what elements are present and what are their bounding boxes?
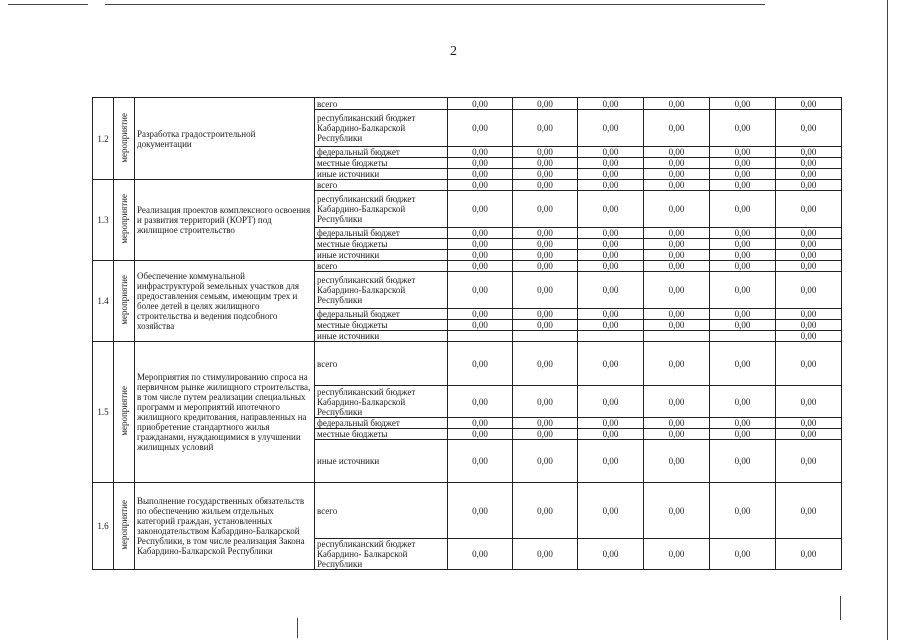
amount-cell: 0,00 [710,483,776,539]
scan-mark-bottom-right [840,596,841,620]
row-kind-label: мероприятие [119,112,129,163]
page-number: 2 [450,44,457,59]
funding-source: местные бюджеты [315,158,448,169]
amount-cell: 0,00 [776,191,842,228]
amount-cell: 0,00 [448,386,513,418]
funding-source: иные источники [315,440,448,483]
row-kind-label: мероприятие [119,386,129,436]
amount-cell: 0,00 [448,169,513,180]
amount-cell: 0,00 [448,342,513,386]
amount-cell: 0,00 [776,147,842,158]
funding-source: федеральный бюджет [315,228,448,239]
amount-cell: 0,00 [448,228,513,239]
amount-cell: 0,00 [513,191,578,228]
amount-cell: 0,00 [513,440,578,483]
amount-cell: 0,00 [710,309,776,320]
amount-cell: 0,00 [513,483,578,539]
amount-cell: 0,00 [448,440,513,483]
amount-cell: 0,00 [710,228,776,239]
amount-cell: 0,00 [448,418,513,429]
row-number: 1.6 [93,483,114,570]
amount-cell: 0,00 [710,169,776,180]
amount-cell: 0,00 [710,261,776,272]
amount-cell: 0,00 [710,418,776,429]
row-number: 1.2 [93,98,114,180]
row-kind-label: мероприятие [119,194,129,244]
row-number: 1.4 [93,261,114,342]
amount-cell: 0,00 [448,309,513,320]
funding-source: федеральный бюджет [315,147,448,158]
amount-cell: 0,00 [448,239,513,250]
funding-source: республиканский бюджет Кабардино-Балкарской Республики [315,386,448,418]
amount-cell: 0,00 [448,272,513,309]
amount-cell: 0,00 [448,320,513,331]
funding-source: республиканский бюджет Кабардино-Балкарской Республики [315,191,448,228]
scan-mark-top-left [8,4,88,5]
amount-cell: 0,00 [710,386,776,418]
amount-cell: 0,00 [776,169,842,180]
amount-cell: 0,00 [513,320,578,331]
funding-source: местные бюджеты [315,429,448,440]
table-row [93,342,842,386]
measure-name: Обеспечение коммунальной инфраструктурой земельных участков для предоставления семьям, имеющим трех и более детей в целях жилищного строительства и ведения подсобного хозяйства [135,261,315,342]
measure-name: Разработка градостроительной документации [135,98,315,180]
row-kind [114,483,135,570]
funding-source: всего [315,180,448,191]
funding-source: всего [315,98,448,110]
amount-cell: 0,00 [710,180,776,191]
amount-cell: 0,00 [513,239,578,250]
amount-cell: 0,00 [710,539,776,570]
amount-cell: 0,00 [578,429,644,440]
measure-name: Реализация проектов комплексного освоения и развития территорий (КОРТ) под жилищное строительство [135,180,315,261]
amount-cell: 0,00 [448,110,513,147]
funding-source: местные бюджеты [315,320,448,331]
amount-cell: 0,00 [776,158,842,169]
amount-cell: 0,00 [710,191,776,228]
amount-cell: 0,00 [710,239,776,250]
amount-cell [513,331,578,342]
amount-cell: 0,00 [644,147,710,158]
amount-cell: 0,00 [776,180,842,191]
funding-source: всего [315,342,448,386]
row-number: 1.5 [93,342,114,483]
amount-cell: 0,00 [513,309,578,320]
amount-cell: 0,00 [513,147,578,158]
amount-cell: 0,00 [513,386,578,418]
row-kind-label: мероприятие [119,500,129,550]
amount-cell: 0,00 [448,191,513,228]
amount-cell: 0,00 [710,98,776,110]
amount-cell: 0,00 [710,272,776,309]
amount-cell: 0,00 [776,239,842,250]
measure-name: Выполнение государственных обязательств по обеспечению жильем отдельных категорий граждан, установленных законодательством Кабардино-Балкарской Республики, в том числе реализация Закона Кабардино-Балкарской Республики [135,483,315,570]
amount-cell: 0,00 [776,110,842,147]
amount-cell: 0,00 [644,483,710,539]
funding-source: иные источники [315,331,448,342]
amount-cell: 0,00 [776,342,842,386]
amount-cell: 0,00 [578,180,644,191]
amount-cell: 0,00 [448,98,513,110]
amount-cell: 0,00 [513,228,578,239]
amount-cell: 0,00 [710,147,776,158]
amount-cell [448,331,513,342]
funding-source: иные источники [315,169,448,180]
amount-cell: 0,00 [513,261,578,272]
amount-cell [710,331,776,342]
amount-cell: 0,00 [578,261,644,272]
amount-cell: 0,00 [578,320,644,331]
funding-source: республиканский бюджет Кабардино-Балкарской Республики [315,272,448,309]
amount-cell: 0,00 [448,261,513,272]
funding-source: республиканский бюджет Кабардино-Балкарской Республики [315,110,448,147]
amount-cell: 0,00 [448,250,513,261]
amount-cell: 0,00 [776,261,842,272]
funding-source: всего [315,261,448,272]
amount-cell: 0,00 [578,110,644,147]
amount-cell [644,331,710,342]
table-row [93,98,842,110]
amount-cell: 0,00 [644,98,710,110]
amount-cell [578,331,644,342]
amount-cell: 0,00 [578,191,644,228]
amount-cell: 0,00 [776,309,842,320]
amount-cell: 0,00 [578,250,644,261]
amount-cell: 0,00 [513,342,578,386]
amount-cell: 0,00 [644,539,710,570]
amount-cell: 0,00 [644,418,710,429]
amount-cell: 0,00 [776,331,842,342]
amount-cell: 0,00 [513,110,578,147]
amount-cell: 0,00 [644,261,710,272]
amount-cell: 0,00 [578,228,644,239]
funding-source: федеральный бюджет [315,418,448,429]
amount-cell: 0,00 [776,98,842,110]
amount-cell: 0,00 [644,342,710,386]
row-kind [114,342,135,483]
amount-cell: 0,00 [448,180,513,191]
amount-cell: 0,00 [578,309,644,320]
amount-cell: 0,00 [513,539,578,570]
amount-cell: 0,00 [776,429,842,440]
amount-cell: 0,00 [578,342,644,386]
scan-mark-right-edge [887,0,888,640]
amount-cell: 0,00 [644,228,710,239]
amount-cell: 0,00 [644,309,710,320]
amount-cell: 0,00 [513,272,578,309]
amount-cell: 0,00 [513,98,578,110]
amount-cell: 0,00 [448,158,513,169]
funding-source: местные бюджеты [315,239,448,250]
amount-cell: 0,00 [644,272,710,309]
measure-name: Мероприятия по стимулированию спроса на первичном рынке жилищного строительства, в том числе путем реализации специальных программ и мероприятий ипотечного жилищного кредитования, направленных на приобретение стандартного жилья гражданами, нуждающимися в улучшении жилищных условий [135,342,315,483]
amount-cell: 0,00 [644,110,710,147]
amount-cell: 0,00 [448,483,513,539]
amount-cell: 0,00 [644,250,710,261]
funding-source: республиканский бюджет Кабардино- Балкарской Республики [315,539,448,570]
amount-cell: 0,00 [448,539,513,570]
table-row [93,483,842,539]
row-kind [114,98,135,180]
amount-cell: 0,00 [448,147,513,158]
amount-cell: 0,00 [644,440,710,483]
amount-cell: 0,00 [776,418,842,429]
amount-cell: 0,00 [644,191,710,228]
amount-cell: 0,00 [710,440,776,483]
amount-cell: 0,00 [578,272,644,309]
amount-cell: 0,00 [644,169,710,180]
row-kind-label: мероприятие [119,275,129,325]
row-number: 1.3 [93,180,114,261]
amount-cell: 0,00 [513,180,578,191]
scan-mark-bottom-left [297,618,298,638]
amount-cell: 0,00 [776,539,842,570]
amount-cell: 0,00 [448,429,513,440]
amount-cell: 0,00 [578,169,644,180]
amount-cell: 0,00 [644,180,710,191]
amount-cell: 0,00 [513,429,578,440]
amount-cell: 0,00 [644,320,710,331]
amount-cell: 0,00 [578,147,644,158]
funding-source: всего [315,483,448,539]
financing-table [92,97,842,570]
scan-mark-top [105,4,765,5]
funding-source: иные источники [315,250,448,261]
amount-cell: 0,00 [578,418,644,429]
amount-cell: 0,00 [578,158,644,169]
table-row [93,261,842,272]
amount-cell: 0,00 [776,440,842,483]
funding-source: федеральный бюджет [315,309,448,320]
amount-cell: 0,00 [776,386,842,418]
amount-cell: 0,00 [513,169,578,180]
amount-cell: 0,00 [644,239,710,250]
amount-cell: 0,00 [710,429,776,440]
amount-cell: 0,00 [710,250,776,261]
amount-cell: 0,00 [776,320,842,331]
amount-cell: 0,00 [776,250,842,261]
amount-cell: 0,00 [776,483,842,539]
amount-cell: 0,00 [710,110,776,147]
amount-cell: 0,00 [776,272,842,309]
amount-cell: 0,00 [578,239,644,250]
amount-cell: 0,00 [513,158,578,169]
amount-cell: 0,00 [776,228,842,239]
amount-cell: 0,00 [644,386,710,418]
amount-cell: 0,00 [513,418,578,429]
amount-cell: 0,00 [710,158,776,169]
amount-cell: 0,00 [578,440,644,483]
amount-cell: 0,00 [578,98,644,110]
amount-cell: 0,00 [513,250,578,261]
row-kind [114,180,135,261]
amount-cell: 0,00 [644,429,710,440]
amount-cell: 0,00 [578,539,644,570]
amount-cell: 0,00 [710,342,776,386]
amount-cell: 0,00 [578,483,644,539]
table-row [93,180,842,191]
amount-cell: 0,00 [644,158,710,169]
amount-cell: 0,00 [578,386,644,418]
amount-cell: 0,00 [710,320,776,331]
row-kind [114,261,135,342]
